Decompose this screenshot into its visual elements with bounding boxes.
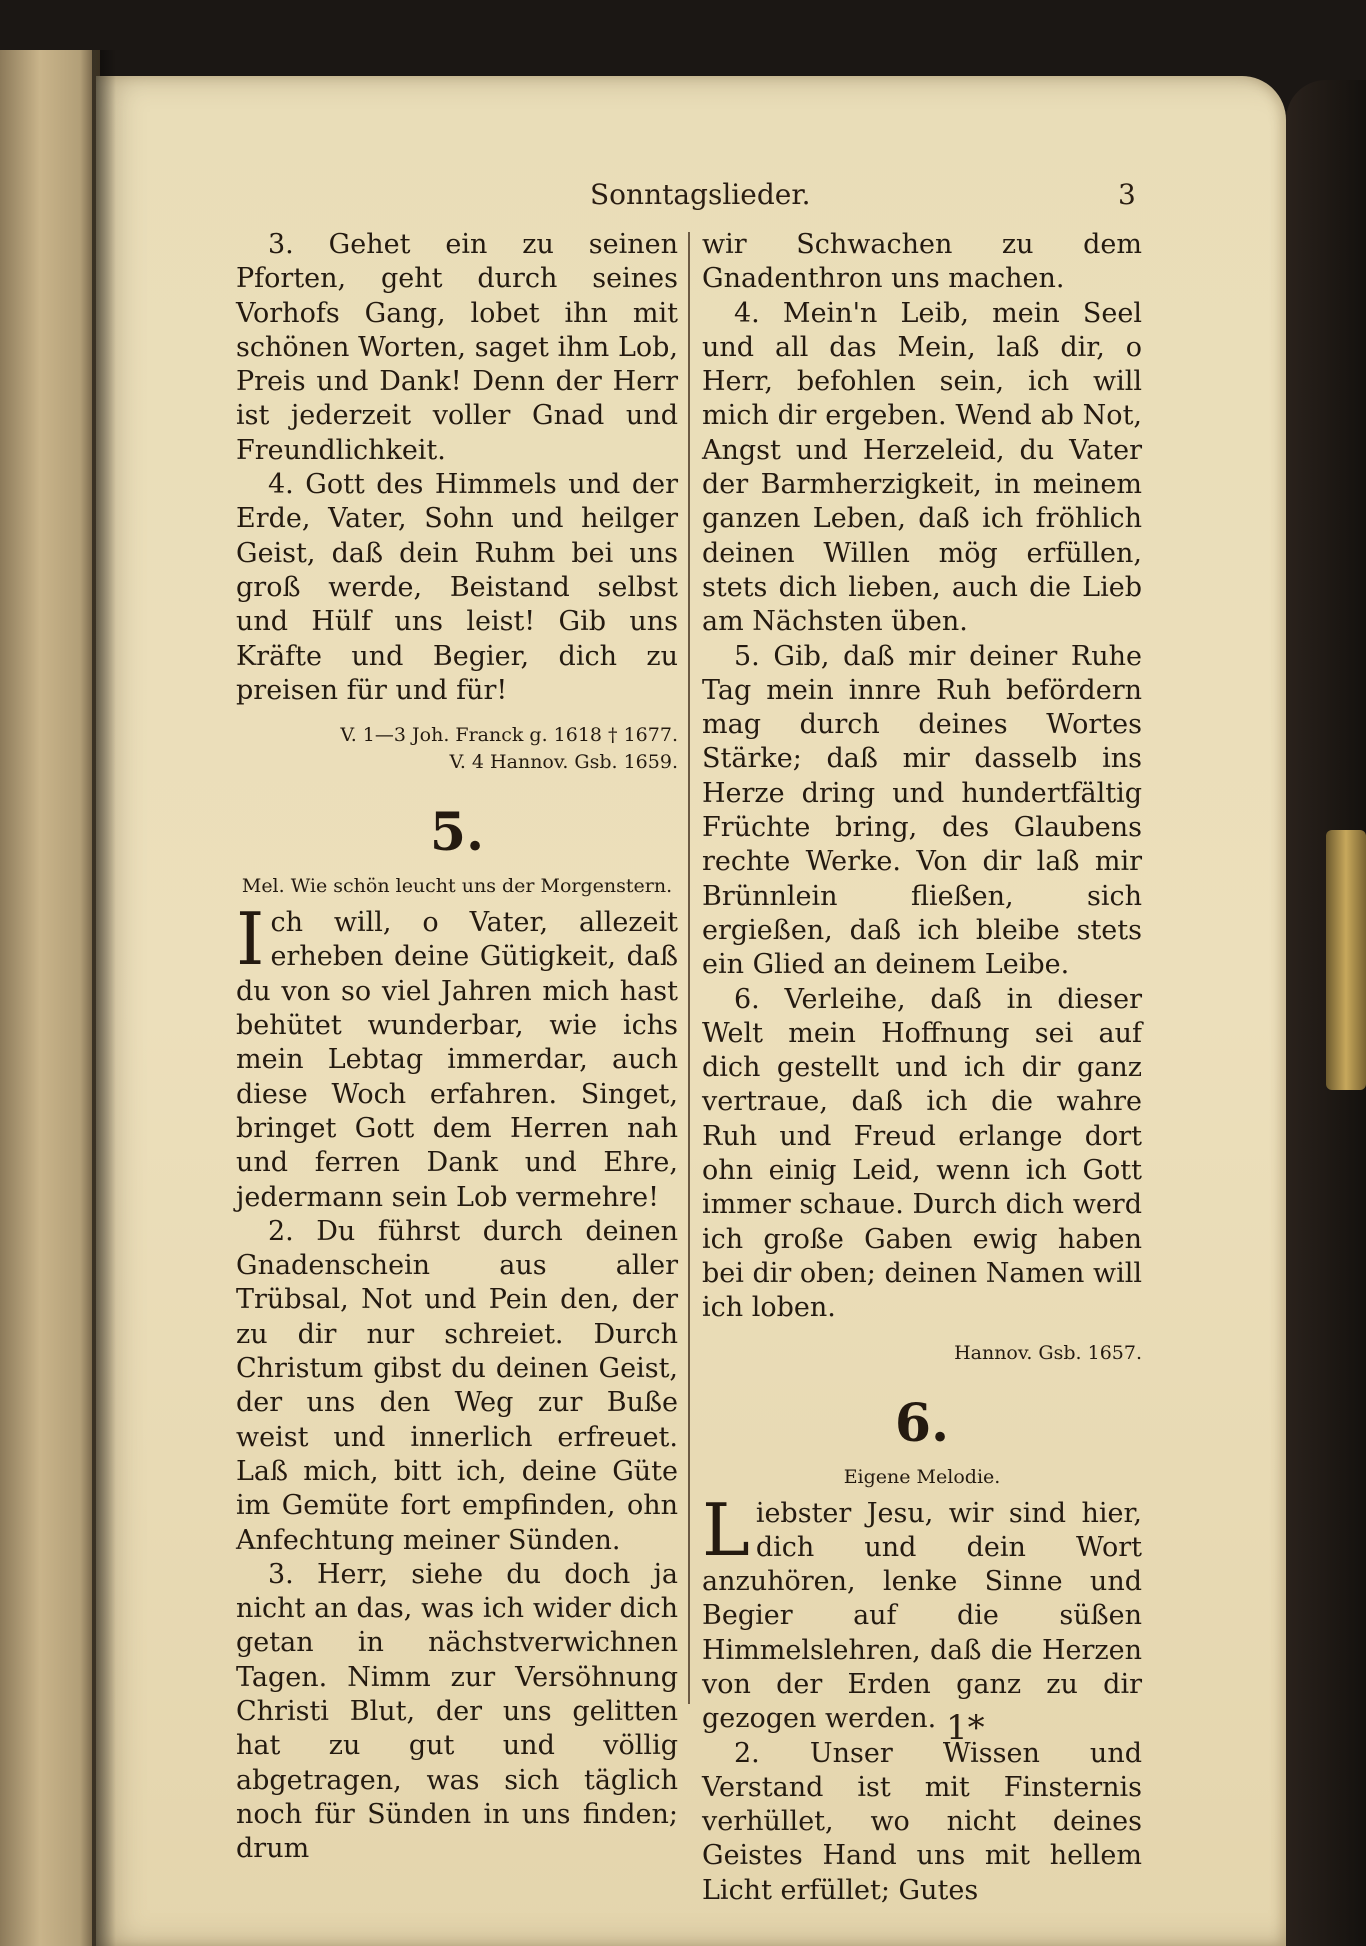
- hymn-5-verse-6: 6. Verleihe, daß in dieser Welt mein Hoffnung sei auf dich gestellt und ich dir ganz vertraue, daß ich die wahre Ruh und Freud erlange dort ohn einig Leid, wenn ich Gott immer schaue. Durch dich werd ich große Gaben ewig haben bei dir oben; deinen Namen will ich loben.: [702, 983, 1143, 1324]
- hymn-6-melody: Eigene Melodie.: [843, 1465, 1001, 1488]
- running-head: Sonntagslieder.: [590, 178, 811, 211]
- left-page-edge: [0, 50, 100, 1946]
- page-header: [0, 178, 1366, 218]
- book-clasp: [1326, 830, 1366, 1090]
- hymn-4-credit: [236, 722, 678, 776]
- hymn-5-verse-4: 4. Mein'n Leib, mein Seel und all das Mein, laß dir, o Herr, befohlen sein, ich will mich dir ergeben. Wend ab Not, Angst und Herzeleid, du Vater der Barmherzigkeit, in meinem ganzen Leben, daß ich fröhlich deinen Willen mög erfüllen, stets dich lieben, auch die Lieb am Nächsten üben.: [702, 297, 1142, 638]
- hymn-4-verse-3: 3. Gehet ein zu seinen Pforten, geht durch seines Vorhofs Gang, lobet ihn mit schönen Worten, saget ihm Lob, Preis und Dank! Denn der Herr ist jederzeit voller Gnad und Freundlichkeit.: [236, 229, 678, 466]
- signature-mark: 1*: [946, 1708, 985, 1748]
- left-column: [236, 228, 678, 1866]
- credit-line-2: V. 4 Hannov. Gsb. 1659.: [449, 751, 678, 774]
- hymn-5-verse-3: 3. Herr, siehe du doch ja nicht an das, was ich wider dich getan in nächstverwichnen Tagen. Nimm zur Versöhnung Christi Blut, der uns gelitten hat zu gut und völlig abgetragen, was sich täglich noch für Sünden in uns finden; drum: [236, 1558, 678, 1865]
- hymn-5-melody: Mel. Wie schön leucht uns der Morgenstern.: [241, 875, 673, 898]
- right-column: [702, 228, 1142, 1908]
- hymn-5-verse-5: 5. Gib, daß mir deiner Ruhe Tag mein innre Ruh befördern mag durch deines Wortes Stärke; daß mir dasselb ins Herze dring und hundertfältig Früchte bring, des Glaubens rechte Werke. Von dir laß mir Brünnlein fließen, sich ergießen, daß ich bleibe stets ein Glied an deinem Leibe.: [702, 640, 1142, 981]
- hymn-5-verse-1: Ich will, o Vater, allezeit erheben deine Gütigkeit, daß du von so viel Jahren mich hast behütet wunderbar, wie ichs mein Lebtag immerdar, auch diese Woch erfahren. Singet, bringet Gott dem Herren nah und ferren Dank und Ehre, jedermann sein Lob vermehre!: [236, 897, 678, 1213]
- hymn-number-5: 5.: [429, 802, 485, 864]
- hymn-6-verse-2: 2. Unser Wissen und Verstand ist mit Finsternis verhüllet, wo nicht deines Geistes Hand uns mit hellem Licht erfüllet; Gutes: [702, 1737, 1142, 1906]
- page-number: 3: [1118, 178, 1136, 211]
- hymn-5-verse-2: 2. Du führst durch deinen Gnadenschein aus aller Trübsal, Not und Pein den, der zu dir nur schreiet. Durch Christum gibst du deinen Geist, der uns den Weg zur Buße weist und innerlich erfreuet. Laß mich, bitt ich, deine Güte im Gemüte fort empfinden, ohn Anfechtung meiner Sünden.: [236, 1215, 678, 1556]
- credit-line-1: V. 1—3 Joh. Franck g. 1618 † 1677.: [340, 724, 678, 747]
- hymn-6-verse-1: Liebster Jesu, wir sind hier, dich und dein Wort anzuhören, lenke Sinne und Begier auf die süßen Himmelslehren, daß die Herzen von der Erden ganz zu dir gezogen werden.: [702, 1487, 1142, 1735]
- hymn-5-verse-3-continuation: wir Schwachen zu dem Gnadenthron uns machen.: [702, 229, 1142, 295]
- hymn-5-credit: Hannov. Gsb. 1657.: [954, 1341, 1142, 1364]
- hymn-4-verse-4: 4. Gott des Himmels und der Erde, Vater, Sohn und heilger Geist, daß dein Ruhm bei uns groß werde, Beistand selbst und Hülf uns leist! Gib uns Kräfte und Begier, dich zu preisen für und für!: [236, 469, 678, 706]
- spine-shadow: [92, 50, 116, 1946]
- column-divider: [688, 232, 690, 1704]
- hymn-number-6: 6.: [894, 1392, 950, 1454]
